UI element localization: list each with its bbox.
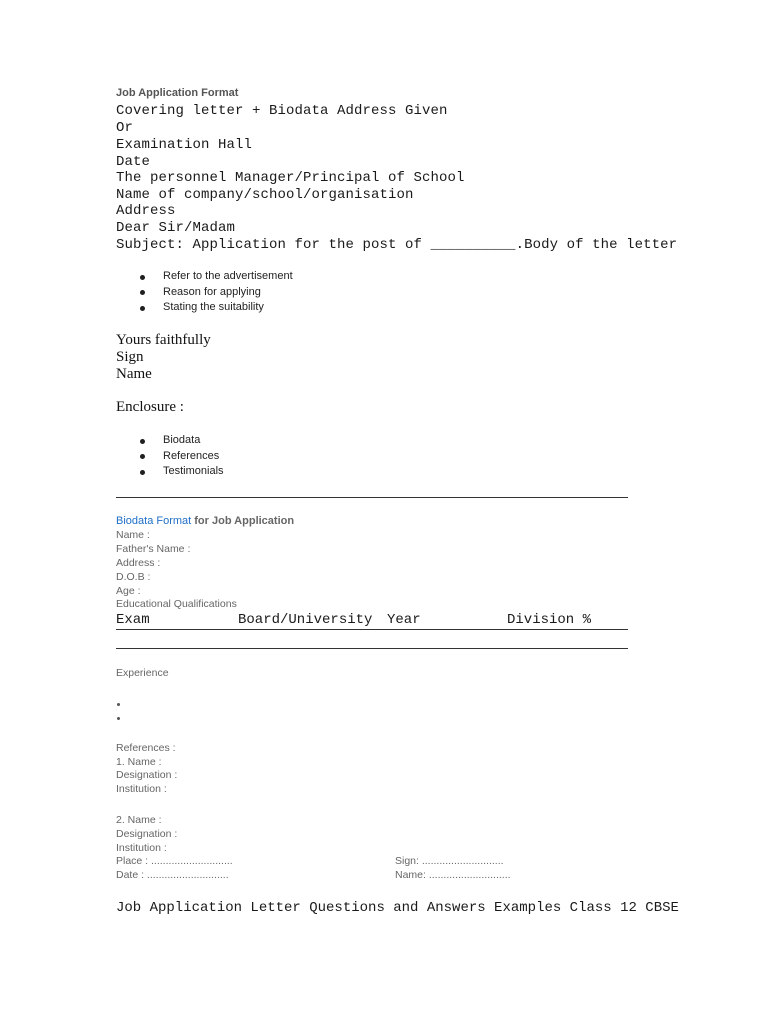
reference-2-name: 2. Name : [116,814,162,826]
section-divider [116,497,628,498]
enclosure-item: References [138,449,224,465]
biodata-heading [116,515,294,527]
reference-1-designation: Designation : [116,769,178,781]
table-header-board: Board/University [238,612,373,628]
experience-bullet [117,703,120,706]
field-address: Address : [116,557,161,569]
biodata-heading-rest: for Job Application [191,515,295,527]
letter-line-3: Examination Hall [116,137,253,153]
letter-line-6: Name of company/school/organisation [116,187,414,203]
body-points-list [138,269,293,316]
reference-1-name: 1. Name : [116,756,162,768]
body-point: Refer to the advertisement [138,269,293,285]
letter-line-4: Date [116,154,151,170]
experience-bullet [117,717,120,720]
table-header-division: Division % [507,612,592,628]
letter-line-5: The personnel Manager/Principal of School [116,170,465,186]
enclosure-item: Biodata [138,433,224,449]
footer-caption: Job Application Letter Questions and Answers Examples Class 12 CBSE [116,900,679,916]
references-label: References : [116,742,176,754]
closing-yours-faithfully: Yours faithfully [116,332,211,348]
body-point: Reason for applying [138,285,293,301]
enclosure-item: Testimonials [138,464,224,480]
table-header-year: Year [387,612,421,628]
table-rule-top [116,629,628,630]
letter-line-7: Address [116,203,176,219]
letter-line-1: Covering letter + Biodata Address Given [116,103,448,119]
closing-name: Name [116,366,152,382]
name-field: Name: ............................ [395,869,511,881]
letter-line-8: Dear Sir/Madam [116,220,236,236]
table-rule-bottom [116,648,628,649]
date-field: Date : ............................ [116,869,229,881]
sign-field: Sign: ............................ [395,855,504,867]
field-age: Age : [116,585,141,597]
enclosures-list [138,433,224,480]
table-header-exam: Exam [116,612,150,628]
reference-2-designation: Designation : [116,828,178,840]
section-title: Job Application Format [116,87,239,99]
field-educational-qualifications: Educational Qualifications [116,598,237,610]
subject-line: Subject: Application for the post of __________.Body of the letter [116,237,678,253]
place-field: Place : ............................ [116,855,233,867]
experience-label: Experience [116,667,169,679]
field-name: Name : [116,529,150,541]
body-point: Stating the suitability [138,300,293,316]
letter-line-2: Or [116,120,134,136]
field-fathers-name: Father's Name : [116,543,191,555]
reference-2-institution: Institution : [116,842,167,854]
field-dob: D.O.B : [116,571,151,583]
biodata-format-link[interactable]: Biodata Format [116,515,192,527]
closing-sign: Sign [116,349,144,365]
reference-1-institution: Institution : [116,783,167,795]
enclosure-label: Enclosure : [116,399,184,415]
